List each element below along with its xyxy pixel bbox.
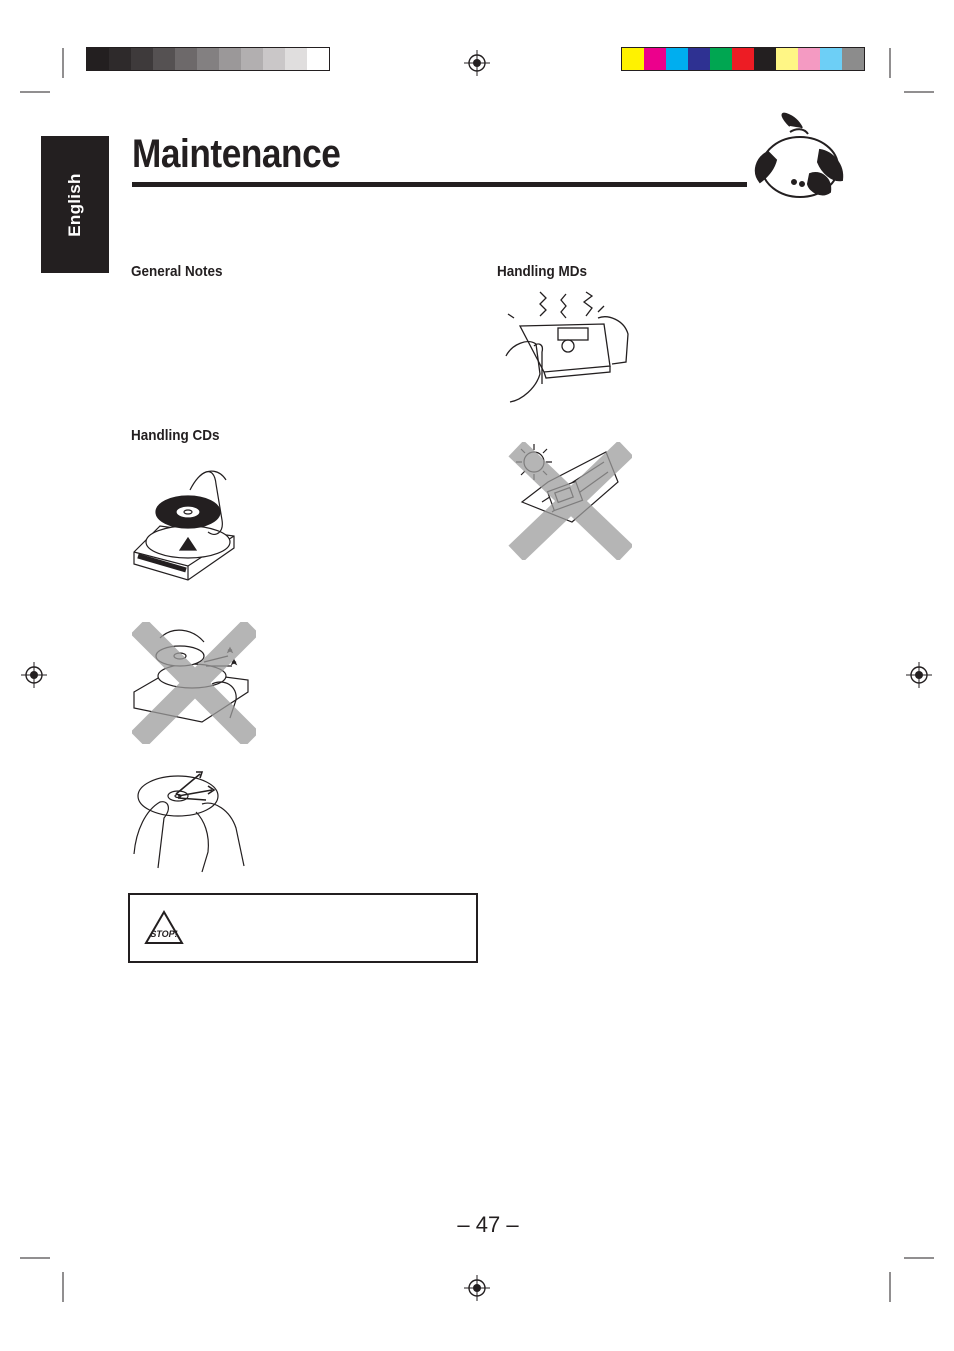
grayscale-swatch (307, 48, 329, 70)
grayscale-swatch (175, 48, 197, 70)
grayscale-swatch (153, 48, 175, 70)
process-swatch (776, 48, 798, 70)
registration-mark-icon (906, 662, 932, 688)
grayscale-color-bar (86, 47, 330, 71)
grayscale-swatch (241, 48, 263, 70)
process-swatch (710, 48, 732, 70)
heading-general-notes: General Notes (131, 263, 223, 280)
dog-mascot-icon (750, 112, 850, 204)
process-swatch (842, 48, 864, 70)
cd-incorrect-handling-illustration (132, 622, 256, 744)
process-swatch (732, 48, 754, 70)
registration-mark-icon (464, 1275, 490, 1301)
grayscale-swatch (87, 48, 109, 70)
grayscale-swatch (131, 48, 153, 70)
page-title: Maintenance (132, 132, 341, 176)
title-rule (132, 182, 747, 187)
grayscale-swatch (109, 48, 131, 70)
cd-cleaning-illustration (132, 770, 250, 874)
registration-mark-icon (464, 50, 490, 76)
heading-handling-mds: Handling MDs (497, 263, 587, 280)
page-number: – 47 – (457, 1212, 519, 1237)
grayscale-swatch (285, 48, 307, 70)
process-swatch (644, 48, 666, 70)
process-swatch (666, 48, 688, 70)
grayscale-swatch (197, 48, 219, 70)
md-sunlight-prohibited-illustration (508, 442, 632, 560)
stop-warning-icon (144, 910, 184, 946)
process-swatch (688, 48, 710, 70)
grayscale-swatch (219, 48, 241, 70)
language-tab-label-wrap (41, 136, 109, 273)
process-swatch (754, 48, 776, 70)
heading-handling-cds: Handling CDs (131, 427, 220, 444)
grayscale-swatch (263, 48, 285, 70)
registration-mark-icon (21, 662, 47, 688)
process-swatch (622, 48, 644, 70)
stop-warning-label: STOP! (150, 929, 178, 939)
process-color-bar (621, 47, 865, 71)
process-swatch (820, 48, 842, 70)
cd-loading-illustration (130, 460, 240, 584)
md-handling-illustration (500, 284, 632, 404)
process-swatch (798, 48, 820, 70)
language-label: English (65, 172, 84, 237)
